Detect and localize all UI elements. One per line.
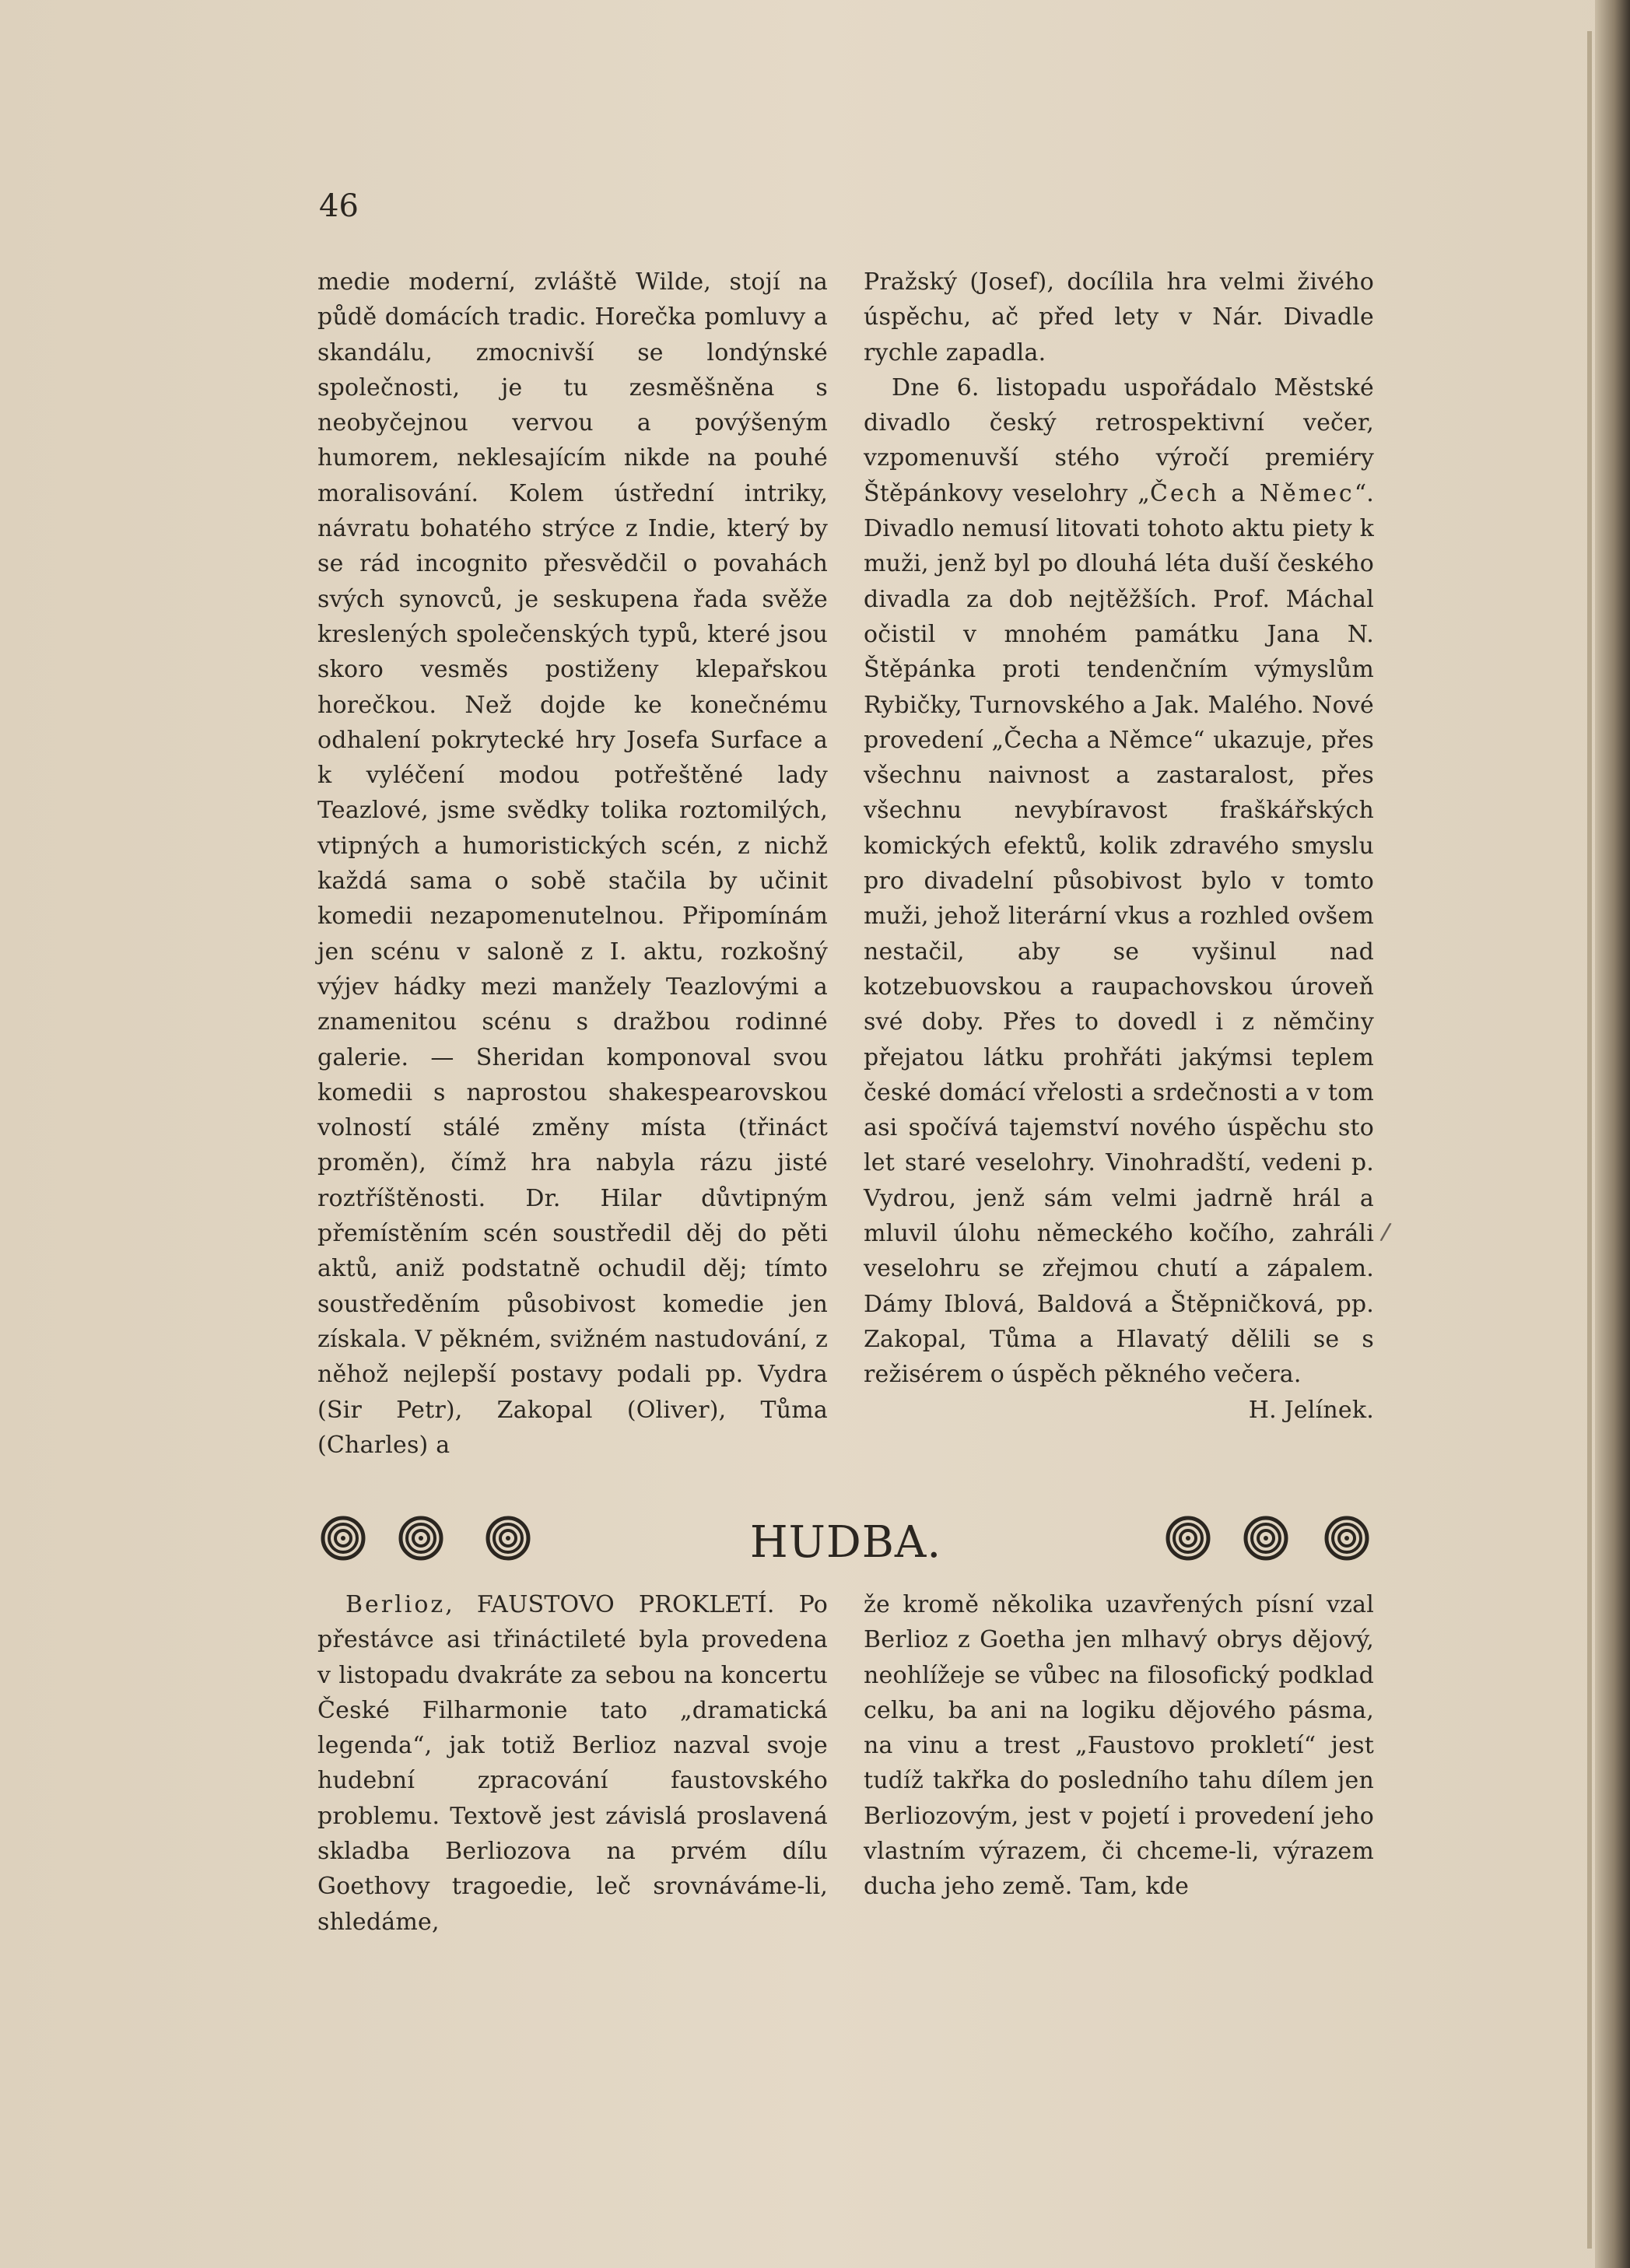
paragraph: medie moderní, zvláště Wilde, stojí na půdě domácích tradic. Horečka pomluvy a skandálu, zmocnivší se londýnské společnosti, je tu zesměšněna s neobyčejnou vervou a povýšeným humorem, neklesajícím nikde na pouhé moralisování. Kolem ústřední intriky, návratu bohatého strýce z Indie, který by se rád incognito přesvědčil o povahách svých synovců, je seskupena řada svěže kreslených společenských typů, které jsou skoro vesměs postiženy klepařskou horečkou. Než dojde ke konečnému odhalení pokrytecké hry Josefa Surface a k vyléčení modou potřeštěné lady Teazlové, jsme svědky tolika roztomilých, vtipných a humoristických scén, z nichž každá sama o sobě stačila by učinit komedii nezapomenutelnou. Připomínám jen scénu v saloně z I. aktu, rozkošný výjev hádky mezi manžely Teazlovými a znamenitou scénu s dražbou rodinné galerie. — Sheridan komponoval svou komedii s naprostou shakespearovskou volností stálé změny místa (třináct proměn), čímž hra nabyla rázu jisté roztříštěnosti. Dr. Hilar důvtipným přemístěním scén soustředil děj do pěti aktů, aniž podstatně ochudil děj; tímto soustředěním působivost komedie jen získala. V pěkném, svižném nastudování, z něhož nejlepší postavy podali pp. Vydra (Sir Petr), Zakopal (Oliver), Tůma (Charles) a [317,268,828,1459]
play-title: Čech a Němec [1149,479,1355,507]
rosette-icon [1324,1516,1369,1561]
paragraph: Pražský (Josef), docílila hra velmi živého úspěchu, ač před lety v Nár. Divadle rychle zapadla. [864,268,1374,366]
rosette-icon [1166,1516,1211,1561]
text-segment: “. Divadlo nemusí litovati tohoto aktu piety k muži, jenž byl po dlouhá léta duší českého divadla za dob nejtěžších. Prof. Máchal očistil v mnohém památku Jana N. Štěpánka proti tendenčním výmyslům Rybičky, Turnovského a Jak. Malého. Nové provedení „Čecha a Němce“ ukazuje, přes všechnu naivnost a zastaralost, přes všechnu nevybíravost fraškářských komických efektů, kolik zdravého smyslu pro divadelní působivost bylo v tomto muži, jehož literární vkus a rozhled ovšem nestačil, aby se vyšinul nad kotzebuovskou a raupachovskou úroveň své doby. Přes to dovedl i z němčiny přejatou látku prohřáti jakýmsi teplem české domácí vřelosti a srdečnosti a v tom asi spočívá tajemství nového úspěchu sto let staré veselohry. Vinohradští, vedeni p. Vydrou, jenž sám velmi jadrně hrál a mluvil úlohu německého kočího, zahráli veselohru se zřejmou chutí a zápalem. Dámy Iblová, Baldová a Štěpničková, pp. Zakopal, Tůma a Hlavatý dělili se s režisérem o úspěch pěkného večera. [864,479,1374,1389]
text-segment: Po přestávce asi třináctileté byla provedena v listopadu dvakráte za sebou na koncertu České Filharmonie tato „dramatická legenda“, jak totiž Berlioz nazval svoje hudební zpracování faustovského problemu. Textově jest závislá proslavená skladba Berliozova na prvém dílu Goethovy tragoedie, leč srovnáváme-li, shledáme, [317,1591,828,1936]
text-segment: Dne 6. listopadu uspořádalo Městské divadlo český retrospektivní večer, vzpomenuvší stého výročí premiéry Štěpánkovy veselohry „ [864,373,1374,507]
theatre-review-right-column [864,265,1374,1428]
paragraph [317,1587,828,1940]
paragraph: že kromě několika uzavřených písní vzal Berlioz z Goetha jen mlhavý obrys dějový, neohlížeje se vůbec na filosofický podklad celku, ba ani na logiku dějového pásma, na vinu a trest „Faustovo prokletí“ jest tudíž takřka do posledního tahu dílem jen Berliozovým, jest v pojetí i provedení jeho vlastním výrazem, či chceme-li, výrazem ducha jeho země. Tam, kde [864,1591,1374,1901]
theatre-review-left-column [317,265,828,1463]
page-edge [1587,31,1592,2249]
author-signature: H. Jelínek. [1248,1396,1374,1424]
music-review-right-column [864,1587,1374,1905]
section-title: HUDBA. [749,1517,942,1568]
work-title: , FAUSTOVO PROKLETÍ. [445,1591,775,1618]
paragraph [864,370,1374,1393]
page-number: 46 [319,188,359,224]
section-header [317,1516,1374,1570]
music-review-left-column [317,1587,828,1940]
rosette-icon [1243,1516,1288,1561]
margin-mark: / [1379,1218,1393,1246]
book-spine [1595,0,1630,2268]
composer-name: Berlioz [345,1591,446,1618]
